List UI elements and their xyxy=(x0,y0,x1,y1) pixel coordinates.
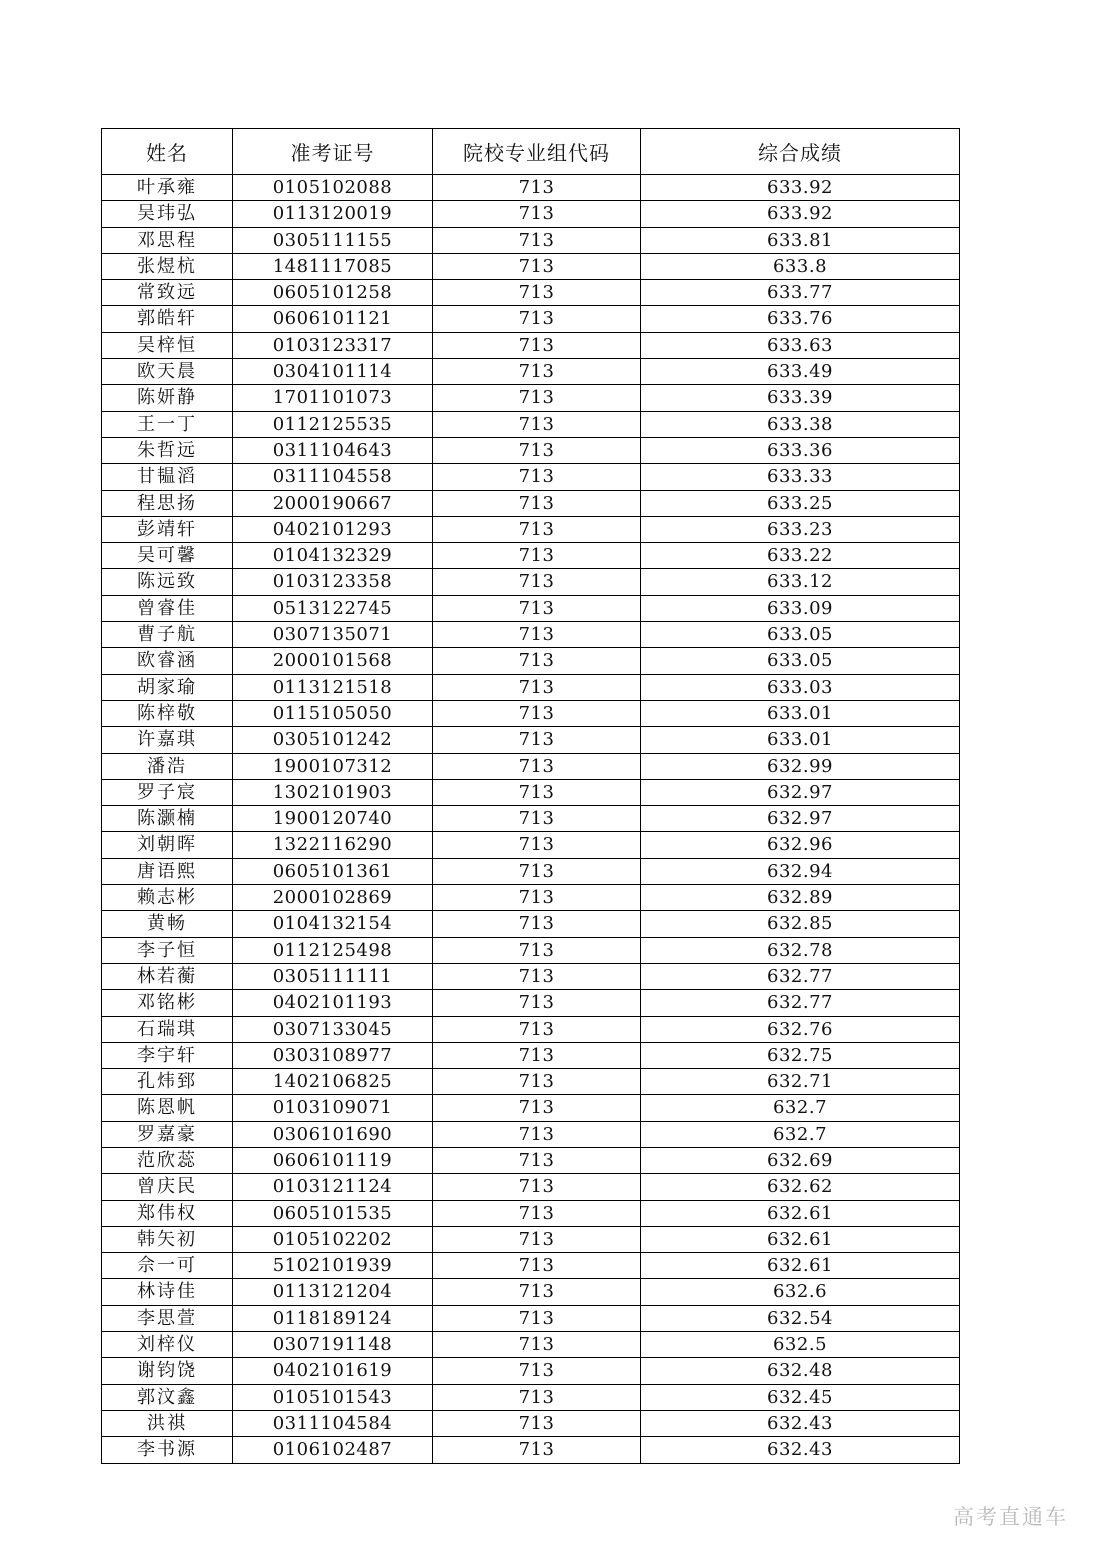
candidate-name: 陈恩帆 xyxy=(102,1095,233,1121)
composite-score: 633.12 xyxy=(641,569,960,595)
major-group-code: 713 xyxy=(433,1174,641,1200)
candidate-ticket-number: 1402106825 xyxy=(233,1069,433,1095)
composite-score: 633.09 xyxy=(641,595,960,621)
major-group-code: 713 xyxy=(433,1332,641,1358)
candidate-name: 张煜杭 xyxy=(102,253,233,279)
candidate-name: 陈灏楠 xyxy=(102,806,233,832)
candidate-ticket-number: 0105102088 xyxy=(233,175,433,201)
candidate-name: 吴玮弘 xyxy=(102,201,233,227)
table-body xyxy=(102,175,960,1464)
table-row xyxy=(102,753,960,779)
major-group-code: 713 xyxy=(433,490,641,516)
major-group-code: 713 xyxy=(433,806,641,832)
candidate-name: 陈梓敬 xyxy=(102,700,233,726)
table-row xyxy=(102,1121,960,1147)
table-row xyxy=(102,569,960,595)
candidate-ticket-number: 5102101939 xyxy=(233,1253,433,1279)
composite-score: 633.03 xyxy=(641,674,960,700)
table-row xyxy=(102,858,960,884)
candidate-name: 叶承雍 xyxy=(102,175,233,201)
candidate-ticket-number: 0311104558 xyxy=(233,464,433,490)
candidate-ticket-number: 0103123317 xyxy=(233,332,433,358)
candidate-name: 石瑞琪 xyxy=(102,1016,233,1042)
table-row xyxy=(102,385,960,411)
major-group-code: 713 xyxy=(433,227,641,253)
composite-score: 632.75 xyxy=(641,1042,960,1068)
major-group-code: 713 xyxy=(433,885,641,911)
table-row xyxy=(102,332,960,358)
candidate-name: 许嘉琪 xyxy=(102,727,233,753)
composite-score: 632.61 xyxy=(641,1226,960,1252)
candidate-name: 郭汶鑫 xyxy=(102,1384,233,1410)
major-group-code: 713 xyxy=(433,779,641,805)
candidate-ticket-number: 0106102487 xyxy=(233,1437,433,1463)
composite-score: 632.5 xyxy=(641,1332,960,1358)
table-row xyxy=(102,437,960,463)
composite-score: 632.69 xyxy=(641,1147,960,1173)
major-group-code: 713 xyxy=(433,411,641,437)
candidate-ticket-number: 0115105050 xyxy=(233,700,433,726)
candidate-name: 李思萱 xyxy=(102,1305,233,1331)
candidate-ticket-number: 0311104584 xyxy=(233,1410,433,1436)
composite-score: 632.94 xyxy=(641,858,960,884)
candidate-ticket-number: 0105101543 xyxy=(233,1384,433,1410)
composite-score: 632.43 xyxy=(641,1410,960,1436)
table-row xyxy=(102,306,960,332)
composite-score: 632.85 xyxy=(641,911,960,937)
candidate-ticket-number: 2000190667 xyxy=(233,490,433,516)
table-row xyxy=(102,911,960,937)
table-row xyxy=(102,727,960,753)
candidate-ticket-number: 1302101903 xyxy=(233,779,433,805)
table-row xyxy=(102,1016,960,1042)
composite-score: 633.36 xyxy=(641,437,960,463)
major-group-code: 713 xyxy=(433,175,641,201)
candidate-name: 洪祺 xyxy=(102,1410,233,1436)
candidate-name: 吴梓恒 xyxy=(102,332,233,358)
table-row xyxy=(102,832,960,858)
composite-score: 633.01 xyxy=(641,727,960,753)
candidate-ticket-number: 1900120740 xyxy=(233,806,433,832)
admission-score-table xyxy=(101,128,960,1464)
candidate-name: 常致远 xyxy=(102,280,233,306)
table-row xyxy=(102,490,960,516)
candidate-name: 吴可馨 xyxy=(102,543,233,569)
candidate-ticket-number: 2000101568 xyxy=(233,648,433,674)
table-row xyxy=(102,543,960,569)
candidate-ticket-number: 0103109071 xyxy=(233,1095,433,1121)
candidate-name: 李宇轩 xyxy=(102,1042,233,1068)
composite-score: 632.6 xyxy=(641,1279,960,1305)
composite-score: 632.97 xyxy=(641,779,960,805)
major-group-code: 713 xyxy=(433,1279,641,1305)
candidate-name: 林诗佳 xyxy=(102,1279,233,1305)
composite-score: 633.23 xyxy=(641,516,960,542)
candidate-name: 李书源 xyxy=(102,1437,233,1463)
table-row xyxy=(102,1437,960,1463)
composite-score: 632.7 xyxy=(641,1121,960,1147)
major-group-code: 713 xyxy=(433,1016,641,1042)
major-group-code: 713 xyxy=(433,543,641,569)
candidate-name: 欧睿涵 xyxy=(102,648,233,674)
candidate-name: 曹子航 xyxy=(102,622,233,648)
candidate-ticket-number: 0305101242 xyxy=(233,727,433,753)
candidate-ticket-number: 0307135071 xyxy=(233,622,433,648)
candidate-name: 潘浩 xyxy=(102,753,233,779)
major-group-code: 713 xyxy=(433,937,641,963)
table-row xyxy=(102,253,960,279)
major-group-code: 713 xyxy=(433,1410,641,1436)
candidate-name: 罗子宸 xyxy=(102,779,233,805)
table-row xyxy=(102,990,960,1016)
table-row xyxy=(102,779,960,805)
candidate-name: 曾庆民 xyxy=(102,1174,233,1200)
major-group-code: 713 xyxy=(433,1305,641,1331)
major-group-code: 713 xyxy=(433,1253,641,1279)
composite-score: 633.22 xyxy=(641,543,960,569)
candidate-ticket-number: 0103123358 xyxy=(233,569,433,595)
composite-score: 633.05 xyxy=(641,622,960,648)
composite-score: 632.43 xyxy=(641,1437,960,1463)
major-group-code: 713 xyxy=(433,832,641,858)
composite-score: 632.76 xyxy=(641,1016,960,1042)
table-row xyxy=(102,1305,960,1331)
candidate-ticket-number: 0303108977 xyxy=(233,1042,433,1068)
table-row xyxy=(102,359,960,385)
major-group-code: 713 xyxy=(433,201,641,227)
major-group-code: 713 xyxy=(433,464,641,490)
major-group-code: 713 xyxy=(433,727,641,753)
table-row xyxy=(102,411,960,437)
major-group-code: 713 xyxy=(433,1200,641,1226)
candidate-name: 孔炜郅 xyxy=(102,1069,233,1095)
composite-score: 632.77 xyxy=(641,990,960,1016)
composite-score: 632.61 xyxy=(641,1200,960,1226)
composite-score: 632.89 xyxy=(641,885,960,911)
candidate-ticket-number: 0402101193 xyxy=(233,990,433,1016)
composite-score: 632.54 xyxy=(641,1305,960,1331)
major-group-code: 713 xyxy=(433,700,641,726)
candidate-name: 曾睿佳 xyxy=(102,595,233,621)
candidate-ticket-number: 0605101535 xyxy=(233,1200,433,1226)
table-row xyxy=(102,1358,960,1384)
candidate-name: 林若蘅 xyxy=(102,963,233,989)
major-group-code: 713 xyxy=(433,1069,641,1095)
table-row xyxy=(102,700,960,726)
candidate-ticket-number: 0311104643 xyxy=(233,437,433,463)
composite-score: 632.78 xyxy=(641,937,960,963)
table-row xyxy=(102,806,960,832)
table-row xyxy=(102,595,960,621)
major-group-code: 713 xyxy=(433,385,641,411)
candidate-name: 王一丁 xyxy=(102,411,233,437)
candidate-ticket-number: 1900107312 xyxy=(233,753,433,779)
major-group-code: 713 xyxy=(433,280,641,306)
candidate-name: 胡家瑜 xyxy=(102,674,233,700)
candidate-ticket-number: 1701101073 xyxy=(233,385,433,411)
candidate-name: 程思扬 xyxy=(102,490,233,516)
composite-score: 632.48 xyxy=(641,1358,960,1384)
candidate-name: 朱哲远 xyxy=(102,437,233,463)
composite-score: 632.61 xyxy=(641,1253,960,1279)
candidate-name: 谢钧饶 xyxy=(102,1358,233,1384)
major-group-code: 713 xyxy=(433,332,641,358)
candidate-ticket-number: 0112125498 xyxy=(233,937,433,963)
table-row xyxy=(102,464,960,490)
candidate-name: 赖志彬 xyxy=(102,885,233,911)
candidate-ticket-number: 0305111155 xyxy=(233,227,433,253)
candidate-ticket-number: 0112125535 xyxy=(233,411,433,437)
composite-score: 633.76 xyxy=(641,306,960,332)
major-group-code: 713 xyxy=(433,1226,641,1252)
major-group-code: 713 xyxy=(433,1437,641,1463)
major-group-code: 713 xyxy=(433,1358,641,1384)
candidate-ticket-number: 0113120019 xyxy=(233,201,433,227)
composite-score: 632.77 xyxy=(641,963,960,989)
candidate-ticket-number: 0103121124 xyxy=(233,1174,433,1200)
table-row xyxy=(102,1095,960,1121)
composite-score: 633.92 xyxy=(641,201,960,227)
candidate-name: 范欣蕊 xyxy=(102,1147,233,1173)
candidate-name: 欧天晨 xyxy=(102,359,233,385)
candidate-name: 韩矢初 xyxy=(102,1226,233,1252)
candidate-ticket-number: 0306101690 xyxy=(233,1121,433,1147)
major-group-code: 713 xyxy=(433,622,641,648)
candidate-ticket-number: 0113121518 xyxy=(233,674,433,700)
candidate-name: 陈妍静 xyxy=(102,385,233,411)
column-header-name: 姓名 xyxy=(102,129,233,175)
table-header xyxy=(102,129,960,175)
composite-score: 633.49 xyxy=(641,359,960,385)
major-group-code: 713 xyxy=(433,595,641,621)
table-row xyxy=(102,1226,960,1252)
composite-score: 633.63 xyxy=(641,332,960,358)
table-row xyxy=(102,1174,960,1200)
composite-score: 633.39 xyxy=(641,385,960,411)
composite-score: 633.05 xyxy=(641,648,960,674)
composite-score: 633.38 xyxy=(641,411,960,437)
table-row xyxy=(102,885,960,911)
composite-score: 633.92 xyxy=(641,175,960,201)
candidate-name: 邓思程 xyxy=(102,227,233,253)
table-row xyxy=(102,1384,960,1410)
major-group-code: 713 xyxy=(433,359,641,385)
composite-score: 633.8 xyxy=(641,253,960,279)
table-row xyxy=(102,674,960,700)
composite-score: 632.45 xyxy=(641,1384,960,1410)
candidate-ticket-number: 0307191148 xyxy=(233,1332,433,1358)
composite-score: 632.96 xyxy=(641,832,960,858)
composite-score: 633.01 xyxy=(641,700,960,726)
major-group-code: 713 xyxy=(433,569,641,595)
composite-score: 632.7 xyxy=(641,1095,960,1121)
table-row xyxy=(102,1332,960,1358)
composite-score: 633.33 xyxy=(641,464,960,490)
candidate-ticket-number: 1481117085 xyxy=(233,253,433,279)
candidate-ticket-number: 0305111111 xyxy=(233,963,433,989)
major-group-code: 713 xyxy=(433,1147,641,1173)
candidate-name: 刘梓仪 xyxy=(102,1332,233,1358)
candidate-ticket-number: 0605101258 xyxy=(233,280,433,306)
candidate-name: 佘一可 xyxy=(102,1253,233,1279)
candidate-name: 郭皓轩 xyxy=(102,306,233,332)
candidate-ticket-number: 0118189124 xyxy=(233,1305,433,1331)
candidate-ticket-number: 1322116290 xyxy=(233,832,433,858)
candidate-ticket-number: 0304101114 xyxy=(233,359,433,385)
candidate-name: 李子恒 xyxy=(102,937,233,963)
candidate-name: 邓铭彬 xyxy=(102,990,233,1016)
candidate-ticket-number: 0307133045 xyxy=(233,1016,433,1042)
candidate-ticket-number: 0605101361 xyxy=(233,858,433,884)
table-row xyxy=(102,1069,960,1095)
candidate-name: 黄畅 xyxy=(102,911,233,937)
table-row xyxy=(102,1253,960,1279)
major-group-code: 713 xyxy=(433,253,641,279)
candidate-name: 唐语熙 xyxy=(102,858,233,884)
major-group-code: 713 xyxy=(433,963,641,989)
candidate-ticket-number: 0513122745 xyxy=(233,595,433,621)
candidate-name: 彭靖轩 xyxy=(102,516,233,542)
candidate-ticket-number: 0402101293 xyxy=(233,516,433,542)
major-group-code: 713 xyxy=(433,753,641,779)
column-header-score: 综合成绩 xyxy=(641,129,960,175)
composite-score: 632.62 xyxy=(641,1174,960,1200)
composite-score: 632.71 xyxy=(641,1069,960,1095)
major-group-code: 713 xyxy=(433,306,641,332)
table-row xyxy=(102,1279,960,1305)
candidate-name: 刘朝晖 xyxy=(102,832,233,858)
table-row xyxy=(102,516,960,542)
table-row xyxy=(102,227,960,253)
table-row xyxy=(102,648,960,674)
major-group-code: 713 xyxy=(433,911,641,937)
candidate-name: 陈远致 xyxy=(102,569,233,595)
composite-score: 633.25 xyxy=(641,490,960,516)
candidate-name: 罗嘉豪 xyxy=(102,1121,233,1147)
major-group-code: 713 xyxy=(433,674,641,700)
table-row xyxy=(102,201,960,227)
major-group-code: 713 xyxy=(433,516,641,542)
candidate-name: 郑伟权 xyxy=(102,1200,233,1226)
candidate-ticket-number: 0606101119 xyxy=(233,1147,433,1173)
column-header-ticket: 准考证号 xyxy=(233,129,433,175)
candidate-ticket-number: 0104132154 xyxy=(233,911,433,937)
major-group-code: 713 xyxy=(433,1121,641,1147)
composite-score: 632.99 xyxy=(641,753,960,779)
composite-score: 633.81 xyxy=(641,227,960,253)
candidate-ticket-number: 0105102202 xyxy=(233,1226,433,1252)
watermark: 高考直通车 xyxy=(953,1505,1068,1529)
table-row xyxy=(102,1042,960,1068)
table-row xyxy=(102,622,960,648)
candidate-name: 甘韫滔 xyxy=(102,464,233,490)
composite-score: 633.77 xyxy=(641,280,960,306)
major-group-code: 713 xyxy=(433,648,641,674)
candidate-ticket-number: 0402101619 xyxy=(233,1358,433,1384)
major-group-code: 713 xyxy=(433,1384,641,1410)
candidate-ticket-number: 0104132329 xyxy=(233,543,433,569)
candidate-ticket-number: 0606101121 xyxy=(233,306,433,332)
table-row xyxy=(102,1147,960,1173)
table-header-row xyxy=(102,129,960,175)
major-group-code: 713 xyxy=(433,1042,641,1068)
column-header-group: 院校专业组代码 xyxy=(433,129,641,175)
table-row xyxy=(102,280,960,306)
table-row xyxy=(102,175,960,201)
major-group-code: 713 xyxy=(433,437,641,463)
major-group-code: 713 xyxy=(433,858,641,884)
table-row xyxy=(102,963,960,989)
table-row xyxy=(102,1410,960,1436)
composite-score: 632.97 xyxy=(641,806,960,832)
major-group-code: 713 xyxy=(433,1095,641,1121)
candidate-ticket-number: 0113121204 xyxy=(233,1279,433,1305)
table-row xyxy=(102,937,960,963)
table-row xyxy=(102,1200,960,1226)
major-group-code: 713 xyxy=(433,990,641,1016)
candidate-ticket-number: 2000102869 xyxy=(233,885,433,911)
